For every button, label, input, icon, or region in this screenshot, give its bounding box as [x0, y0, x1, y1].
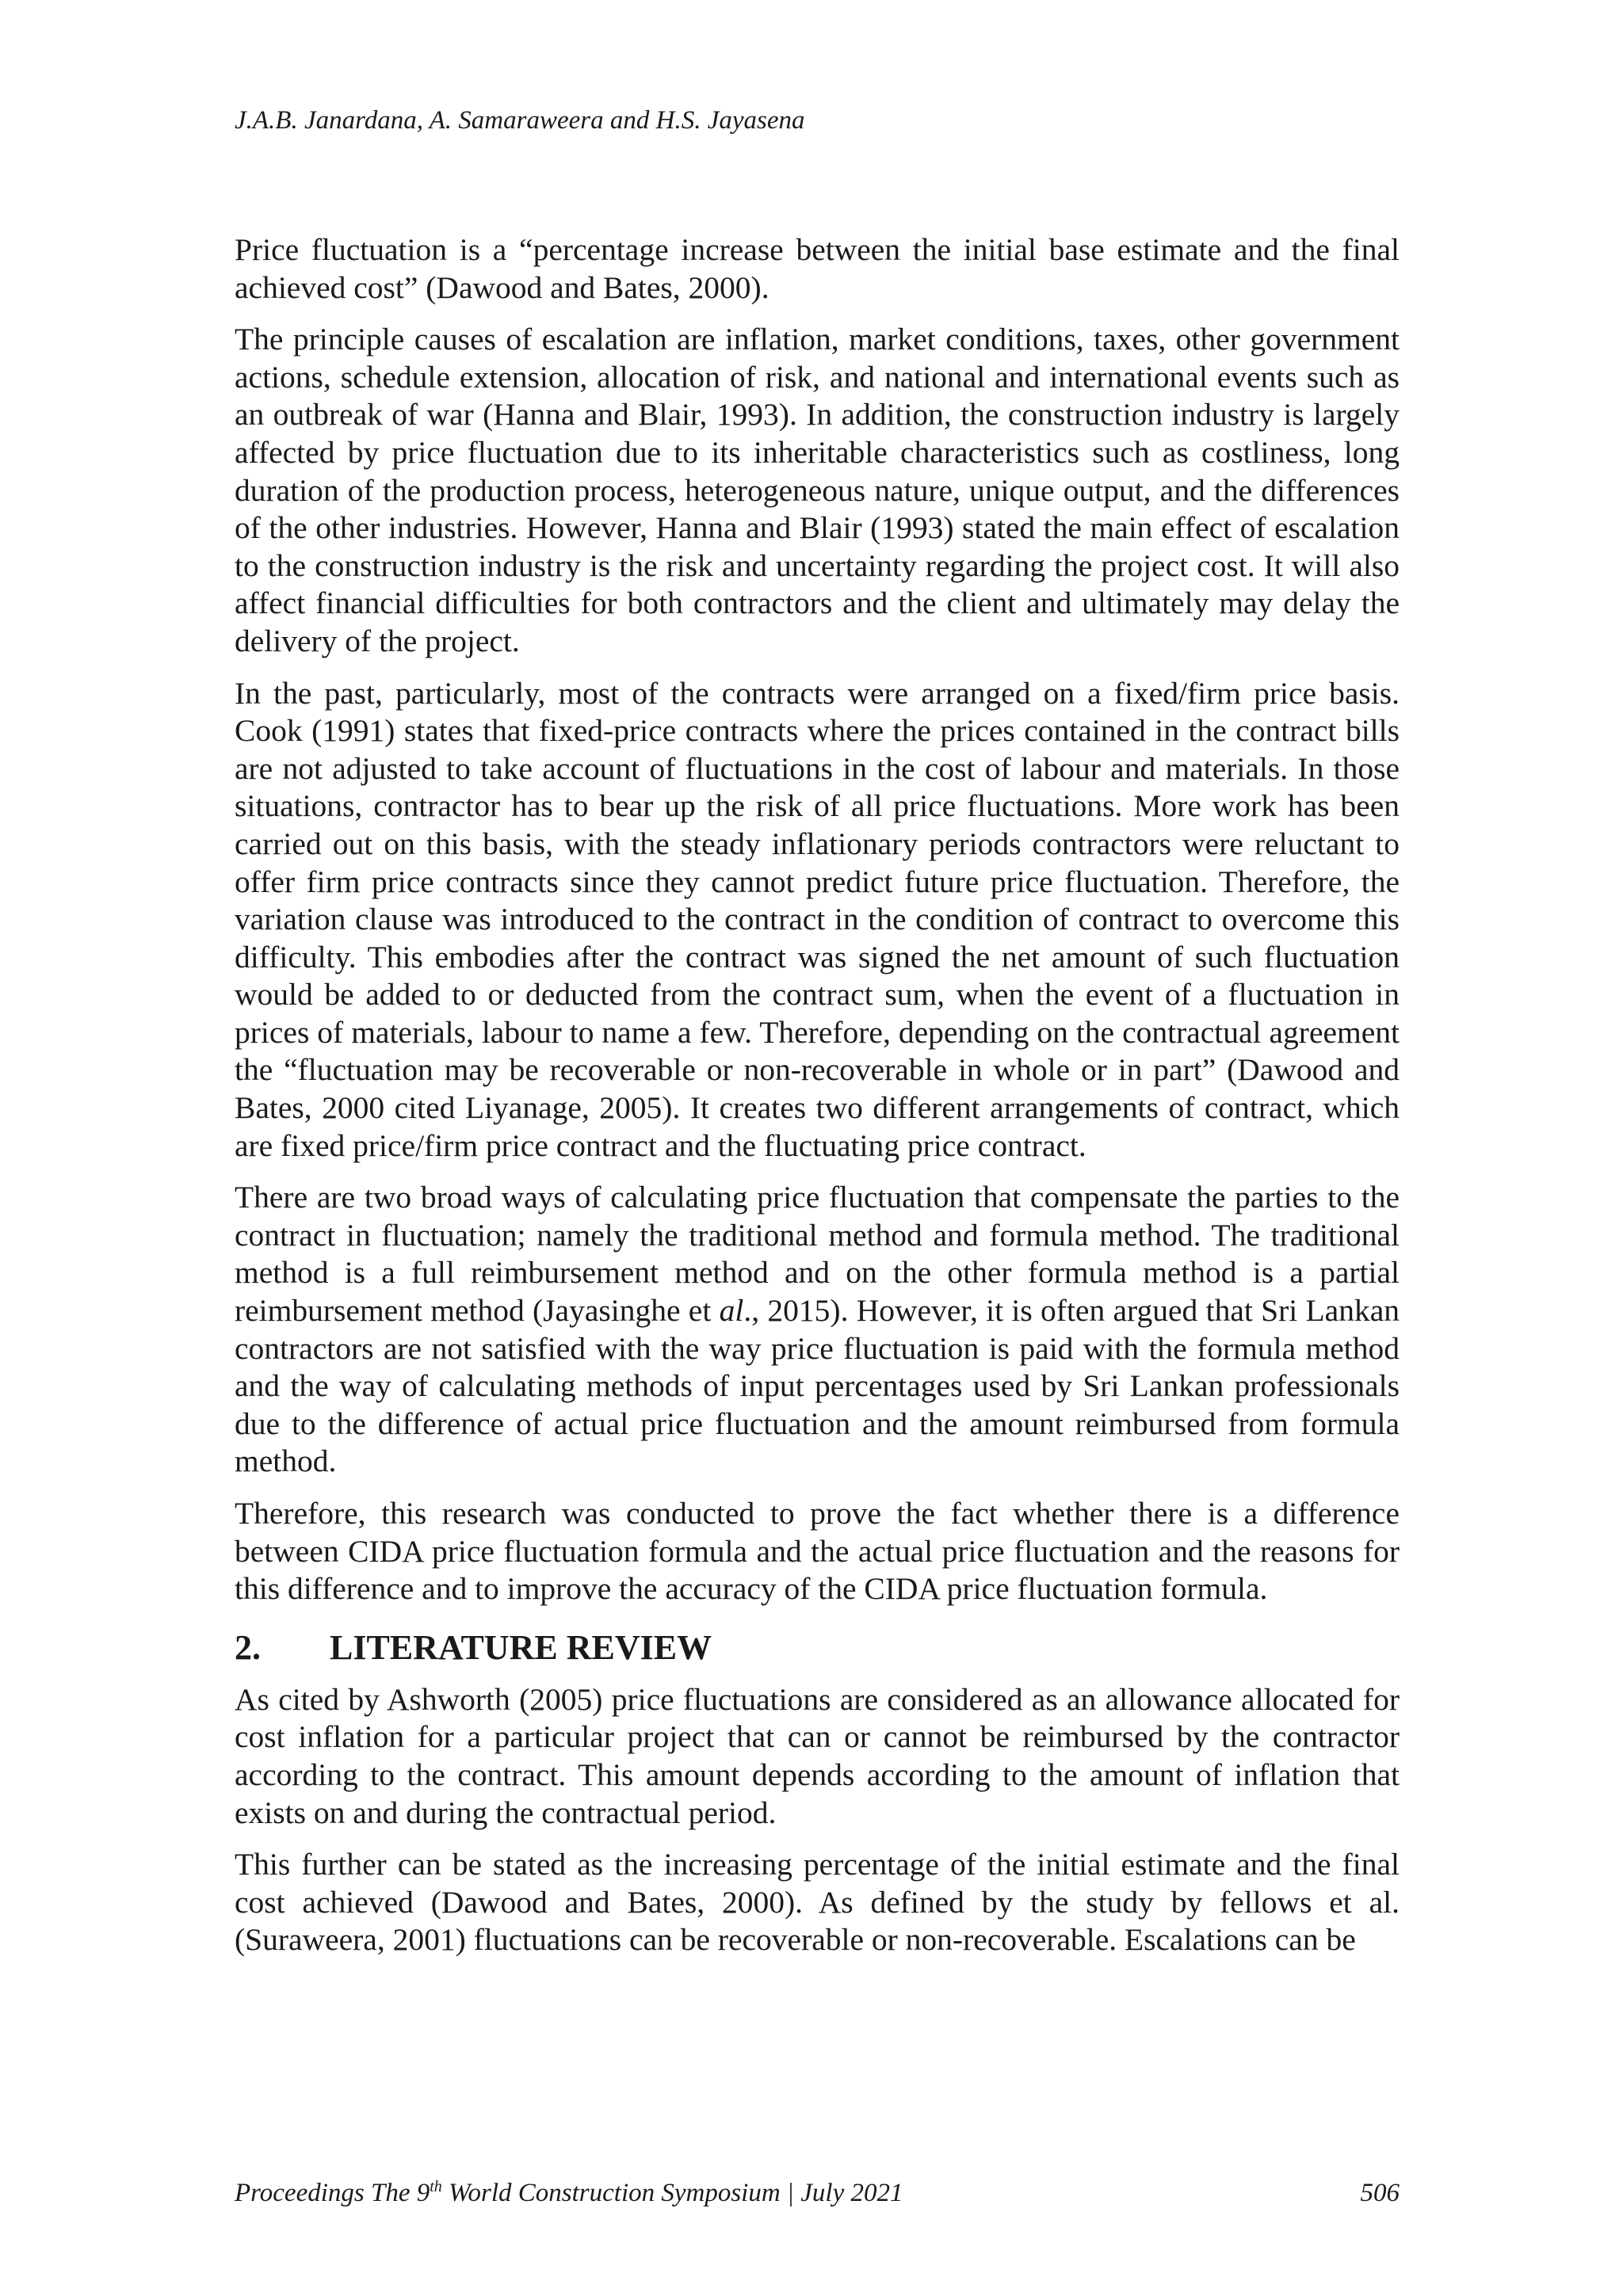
paragraph-fixed-price-contracts: In the past, particularly, most of the contracts were arranged on a fixed/firm price basis. Cook (1991) states that fixed-price contracts where the prices contained in the contract bills are not adjusted to take account of fluctuations in the cost of labour and materials. In those situations, contractor has to bear up the risk of all price fluctuations. More work has been carried out on this basis, with the steady inflationary periods contractors were reluctant to offer firm price contracts since they cannot predict future price fluctuation. Therefore, the variation clause was introduced to the contract in the condition of contract to overcome this difficulty. This embodies after the contract was signed the net amount of such fluctuation would be added to or deducted from the contract sum, when the event of a fluctuation in prices of materials, labour to name a few. Therefore, depending on the contractual agreement the “fluctuation may be recoverable or non-recoverable in whole or in part” (Dawood and Bates, 2000 cited Liyanage, 2005). It creates two different arrangements of contract, which are fixed price/firm price contract and the fluctuating price contract. — [235, 675, 1400, 1163]
paragraph-causes-of-escalation: The principle causes of escalation are inflation, market conditions, taxes, other government actions, schedule extension, allocation of risk, and national and international events such as an outbreak of war (Hanna and Blair, 1993). In addition, the construction industry is largely affected by price fluctuation due to its inheritable characteristics such as costliness, long duration of the production process, heterogeneous nature, unique output, and the differences of the other industries. However, Hanna and Blair (1993) stated the main effect of escalation to the construction industry is the risk and uncertainty regarding the project cost. It will also affect financial difficulties for both contractors and the client and ultimately may delay the delivery of the project. — [235, 322, 1400, 658]
page-number: 506 — [1360, 2179, 1400, 2207]
paragraph-price-fluctuation-definition: Price fluctuation is a “percentage increase between the initial base estimate and the final achieved cost” (Dawood and Bates, 2000). — [235, 232, 1400, 305]
footer-superscript: th — [430, 2178, 442, 2195]
paragraph-calculation-methods — [235, 1179, 1400, 1481]
footer-suffix: World Construction Symposium | July 2021 — [441, 2179, 903, 2207]
main-body — [235, 231, 1400, 1974]
footer-proceedings — [235, 2177, 903, 2209]
page-footer — [235, 2177, 1400, 2209]
running-head-authors: J.A.B. Janardana, A. Samaraweera and H.S. Jayasena — [235, 106, 805, 135]
paragraph-calculation-methods-part2: ., 2015). However, it is often argued that Sri Lankan contractors are not satisfied with the way price fluctuation is paid with the formula method and the way of calculating methods of input percentages used by Sri Lankan professionals due to the difference of actual price fluctuation and the amount reimbursed from formula method. — [235, 1293, 1400, 1479]
paragraph-ashworth-allowance: As cited by Ashworth (2005) price fluctuations are considered as an allowance allocated for cost inflation for a particular project that can or cannot be reimbursed by the contractor according to the contract. This amount depends according to the amount of inflation that exists on and during the contractual period. — [235, 1681, 1400, 1830]
et-al-italic: al — [719, 1293, 744, 1329]
footer-prefix: Proceedings The 9 — [235, 2179, 430, 2207]
section-title: LITERATURE REVIEW — [330, 1627, 712, 1667]
paragraph-calculation-methods-part1: There are two broad ways of calculating price fluctuation that compensate the parties to the contract in fluctuation; namely the traditional method and formula method. The traditional method is a full reimbursement method and on the other formula method is a partial reimbursement method (Jayasinghe et — [235, 1180, 1400, 1329]
section-heading-literature-review — [235, 1623, 1400, 1673]
paragraph-research-aim: Therefore, this research was conducted to prove the fact whether there is a difference between CIDA price fluctuation formula and the actual price fluctuation and the reasons for this difference and to improve the accuracy of the CIDA price fluctuation formula. — [235, 1496, 1400, 1607]
section-number: 2. — [235, 1627, 261, 1667]
paragraph-recoverable-fluctuations: This further can be stated as the increasing percentage of the initial estimate and the final cost achieved (Dawood and Bates, 2000). As defined by the study by fellows et al. (Suraweera, 2001) fluctuations can be recoverable or non-recoverable. Escalations can be — [235, 1847, 1400, 1958]
